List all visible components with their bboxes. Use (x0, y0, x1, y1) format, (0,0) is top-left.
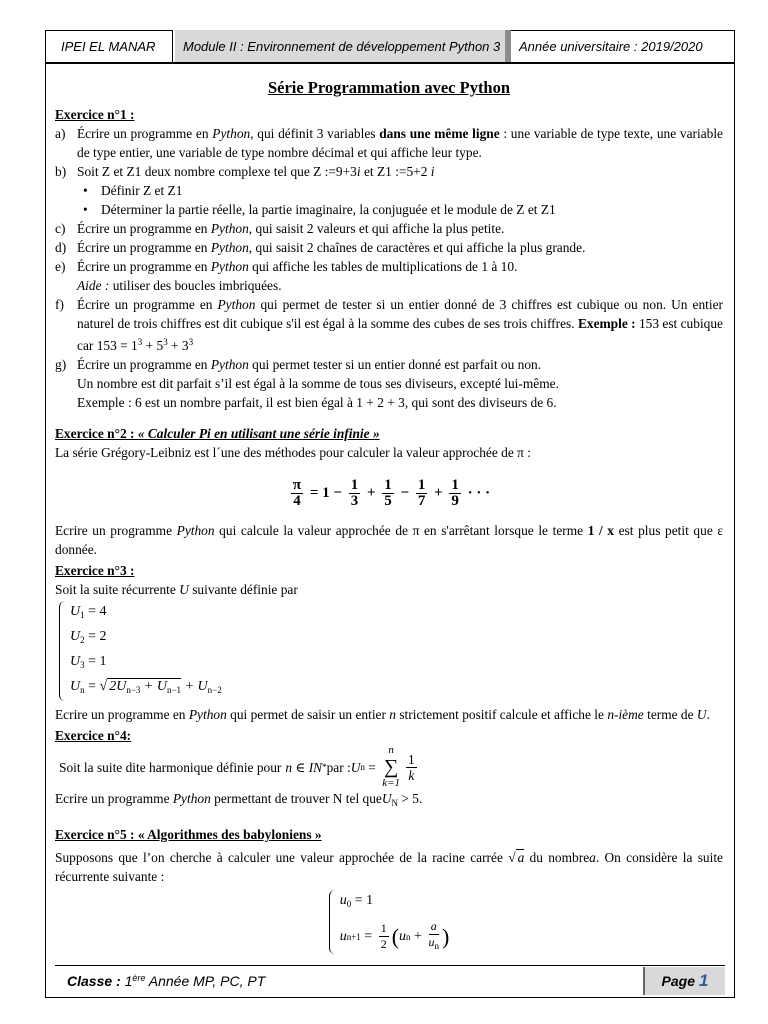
equation (70, 626, 222, 651)
item-label: d) (55, 240, 67, 255)
operator: = 1 − (309, 484, 342, 501)
subscript: n (360, 761, 365, 772)
leibniz-formula (55, 478, 723, 509)
item-label: b) (55, 164, 67, 179)
subscript: n+1 (346, 931, 361, 942)
ex1-item-c (55, 219, 723, 238)
subscript: n (406, 931, 411, 942)
var: u (339, 928, 347, 944)
page-number: 1 (699, 971, 709, 990)
system-lines (340, 890, 450, 954)
subscript: 0 (346, 899, 352, 909)
system-lines (70, 601, 222, 701)
ex1-item-d (55, 238, 723, 257)
fraction (428, 919, 439, 954)
item-label: g) (55, 357, 67, 372)
denominator: 3 (350, 493, 359, 509)
page-title: Série Programmation avec Python (267, 78, 511, 97)
numerator: 1 (451, 477, 459, 493)
brace-icon (329, 890, 336, 954)
math-u: U (696, 707, 707, 722)
sum-bottom: k=1 (382, 777, 400, 789)
fraction (382, 478, 394, 509)
ex1-item-e (55, 257, 723, 295)
python-term: Python (212, 126, 251, 141)
ex1-item-b (55, 162, 723, 181)
subscript: 2 (80, 635, 85, 645)
value: = (84, 679, 100, 694)
var: u (339, 893, 347, 908)
bold-term: 1 / x (587, 523, 615, 538)
numerator: a (430, 919, 437, 933)
operator: + (434, 484, 443, 501)
aide-label: Aide : (77, 278, 110, 293)
subscript: n (80, 685, 85, 695)
system (329, 890, 450, 954)
math-n: n-ième (607, 707, 644, 722)
fraction (379, 921, 389, 952)
operator: = (360, 928, 376, 944)
heading-subtitle: « Calculer Pi en utilisant une série infinie » (134, 426, 380, 441)
exponent: 3 (137, 337, 143, 347)
text: suivante définie par (188, 582, 298, 597)
equation (340, 919, 450, 954)
text: Écrire un programme en (77, 297, 218, 312)
text: Écrire un programme en (77, 221, 211, 236)
ex1-bullet (55, 200, 723, 219)
var: U (381, 791, 392, 806)
var: + U (140, 679, 167, 694)
math-i: i (356, 164, 361, 179)
item-text (77, 238, 723, 257)
ex5-text: Supposons que l’on cherche à calculer une valeur approchée de la racine carrée √ a du nombrea. On considère la suite récurrente suivante : (55, 850, 724, 884)
text: qui permet tester si un entier donné est parfait ou non. (248, 357, 542, 372)
python-term: Python (210, 259, 249, 274)
value: = 2 (84, 629, 107, 644)
operator: + (366, 484, 376, 501)
ex3-system (59, 601, 723, 701)
text: strictement positif calcule et affiche le (396, 707, 608, 722)
numerator: 1 (417, 477, 426, 493)
text: qui permet de tester si un entier donné de 3 chiffres est cubique ou non. Un entier naturel de trois chiffres est dit cubique s'il est égal à la somme des cubes de ses trois chiffres. (77, 297, 723, 331)
numerator: 1 (384, 477, 392, 493)
ex1-bullet (55, 181, 723, 200)
item-label: a) (55, 126, 66, 141)
var: 2U (109, 679, 127, 694)
class-rest: Année MP, PC, PT (145, 973, 266, 989)
brace-icon (59, 601, 66, 701)
text: : une variable de type texte, une variable de type entier, une variable de type nombre décimal et qui affiche leur type. (77, 126, 723, 160)
math-a: a (589, 850, 596, 865)
bullet-icon: • (83, 202, 88, 217)
footer-page (643, 967, 725, 995)
bold-term: dans une même ligne (379, 126, 500, 141)
text: . On considère la suite récurrente suivante : (55, 850, 724, 884)
heading-text: Exercice n°2 : (55, 426, 135, 441)
text: qui calcule la valeur approchée de π en s'arrêtant lorsque le terme (214, 523, 588, 538)
sigma-icon: ∑ (383, 756, 399, 778)
text: . (706, 707, 710, 722)
text: permettant de trouver N tel que (210, 791, 382, 806)
fraction (349, 478, 361, 509)
denominator: k (408, 767, 415, 783)
class-sup: ère (132, 973, 146, 983)
math-n: n (389, 707, 396, 722)
exponent: * (322, 761, 327, 772)
numerator: 1 (408, 751, 415, 767)
sum-sign (382, 743, 400, 791)
bullet-text: Définir Z et Z1 (101, 183, 183, 198)
fraction (416, 478, 428, 509)
bullet-icon: • (83, 183, 88, 198)
equation (70, 601, 222, 626)
fraction (449, 478, 461, 509)
item-label: c) (55, 221, 66, 236)
operator: − (400, 484, 410, 501)
text: + 5 (142, 338, 164, 353)
text: Ecrire un programme (55, 791, 173, 806)
numerator: 1 (380, 921, 387, 935)
ex3-text (55, 705, 723, 724)
text: Écrire un programme en (77, 259, 211, 274)
text: par : (326, 759, 351, 775)
header-bar (45, 30, 735, 64)
var: U (70, 654, 81, 669)
math: n ∈ IN (285, 759, 323, 775)
operator: = (364, 759, 380, 775)
var: u (399, 928, 407, 944)
heading-text: Exercice n°5 : (55, 827, 135, 842)
ex4-text (55, 789, 723, 813)
denominator: 2 (380, 937, 387, 951)
text: qui permet de saisir un entier (226, 707, 390, 722)
subscript: N (391, 798, 399, 808)
equation: $U_n$ = √ $2U_{n-3} + U_{n-1} + U_{n-2}$ (70, 679, 222, 695)
fraction (406, 752, 417, 783)
ex2-intro: La série Grégory-Leibniz est l´une des méthodes pour calculer la valeur approchée de π : (55, 445, 531, 460)
text: utiliser des boucles imbriquées. (109, 278, 282, 293)
bullet-text: Déterminer la partie réelle, la partie imaginaire, la conjuguée et le module de Z et Z1 (101, 202, 556, 217)
header-year: Année universitaire : 2019/2020 (519, 38, 703, 54)
var: U (70, 629, 81, 644)
text: est plus petit que ε donnée. (55, 523, 723, 557)
text: + 3 (167, 338, 189, 353)
python-term: Python (176, 523, 215, 538)
item-text (77, 355, 723, 412)
text: , qui saisit 2 chaînes de caractères et qui affiche la plus grande. (248, 240, 586, 255)
subscript: 1 (80, 610, 85, 620)
var: U (350, 759, 361, 775)
numerator: 1 (350, 477, 359, 493)
denominator (428, 935, 439, 954)
python-term: Python (210, 240, 249, 255)
text: Ecrire un programme en (55, 707, 189, 722)
text: qui affiche les tables de multiplications de 1 à 10. (248, 259, 518, 274)
equation (340, 890, 450, 915)
ex1-item-f (55, 295, 723, 355)
var: U (70, 679, 81, 694)
text: Un nombre est dit parfait s’il est égal à la somme de tous ses diviseurs, excepté lui-même. (77, 376, 559, 391)
class-label: Classe : (67, 973, 121, 989)
python-term: Python (210, 221, 249, 236)
example-label: Exemple : (577, 316, 636, 331)
text: Ecrire un programme (55, 523, 177, 538)
text: et Z1 :=5+2 (360, 164, 431, 179)
text: Écrire un programme en (77, 240, 211, 255)
page-label: Page (661, 973, 695, 989)
text: , qui définit 3 variables (250, 126, 380, 141)
ex4-intro (55, 745, 723, 789)
exponent: 3 (163, 337, 168, 347)
equation (70, 651, 222, 676)
paren: ) (441, 923, 450, 949)
numerator: π (292, 477, 302, 493)
sum-top: n (388, 744, 394, 756)
value: = 1 (351, 893, 374, 908)
text: Écrire un programme en (77, 126, 213, 141)
operator: + (410, 928, 426, 944)
var: + U (181, 679, 208, 694)
python-term: Python (188, 707, 227, 722)
exponent: 3 (188, 337, 194, 347)
var: U (70, 604, 81, 619)
ex3-heading: Exercice n°3 : (55, 563, 135, 578)
subscript: n (434, 941, 439, 951)
math-i: i (430, 164, 435, 179)
text: Soit la suite dite harmonique définie pour (59, 759, 282, 775)
denominator: 4 (293, 493, 301, 509)
python-term: Python (210, 357, 249, 372)
class-num: 1 (120, 973, 133, 989)
text: Écrire un programme en (77, 357, 211, 372)
ex3-intro (55, 580, 723, 599)
value: = 4 (84, 604, 107, 619)
spacer (55, 412, 723, 422)
text: , qui saisit 2 valeurs et qui affiche la plus petite. (248, 221, 505, 236)
ex2-text (55, 521, 723, 559)
subscript: n−1 (166, 685, 182, 695)
item-label: f) (55, 297, 64, 312)
text: 153 est cubique car 153 = 1 (77, 316, 724, 353)
fraction (291, 478, 303, 509)
paren: ( (391, 923, 400, 949)
text: Supposons que l’on cherche à calculer une valeur approchée de la racine carrée (55, 850, 509, 865)
item-text (77, 257, 723, 295)
spacer (55, 813, 723, 823)
value: = 1 (84, 654, 107, 669)
python-term: Python (217, 297, 256, 312)
subscript: n−2 (207, 685, 222, 695)
text: Soit Z et Z1 deux nombre complexe tel que Z :=9+3 (77, 164, 357, 179)
denominator: 7 (417, 493, 426, 509)
python-term: Python (172, 791, 211, 806)
var: u (428, 935, 435, 949)
ex5-heading (55, 825, 723, 844)
footer-class (55, 973, 643, 989)
heading-subtitle: « Algorithmes des babyloniens » (134, 827, 322, 842)
text: du nombre (524, 850, 590, 865)
text: > 5. (398, 791, 423, 806)
item-text (77, 124, 723, 162)
text: Exemple : 6 est un nombre parfait, il est bien égal à 1 + 2 + 3, qui sont des diviseurs de 6. (77, 395, 557, 410)
ellipsis: · · · (467, 484, 491, 501)
footer-bar (55, 965, 725, 996)
denominator: 9 (451, 493, 459, 509)
sqrt (107, 678, 181, 694)
subscript: n−3 (126, 685, 141, 695)
document-body (55, 72, 723, 958)
ex2-heading (55, 424, 723, 443)
ex1-item-a (55, 124, 723, 162)
ex1-item-g (55, 355, 723, 412)
header-module: Module II : Environnement de développement Python 3 (173, 30, 511, 62)
denominator: 5 (384, 493, 392, 509)
item-text (77, 295, 723, 355)
item-text (77, 162, 723, 181)
item-text (77, 219, 723, 238)
text: terme de (643, 707, 697, 722)
ex4-heading: Exercice n°4: (55, 728, 132, 743)
item-label: e) (55, 259, 66, 274)
header-school: IPEI EL MANAR (45, 30, 173, 62)
subscript: 3 (80, 660, 85, 670)
math-a: a (517, 850, 525, 865)
math-u: U (179, 582, 189, 597)
ex5-system (55, 890, 723, 954)
ex1-heading: Exercice n°1 : (55, 107, 135, 122)
text: Soit la suite récurrente (55, 582, 180, 597)
